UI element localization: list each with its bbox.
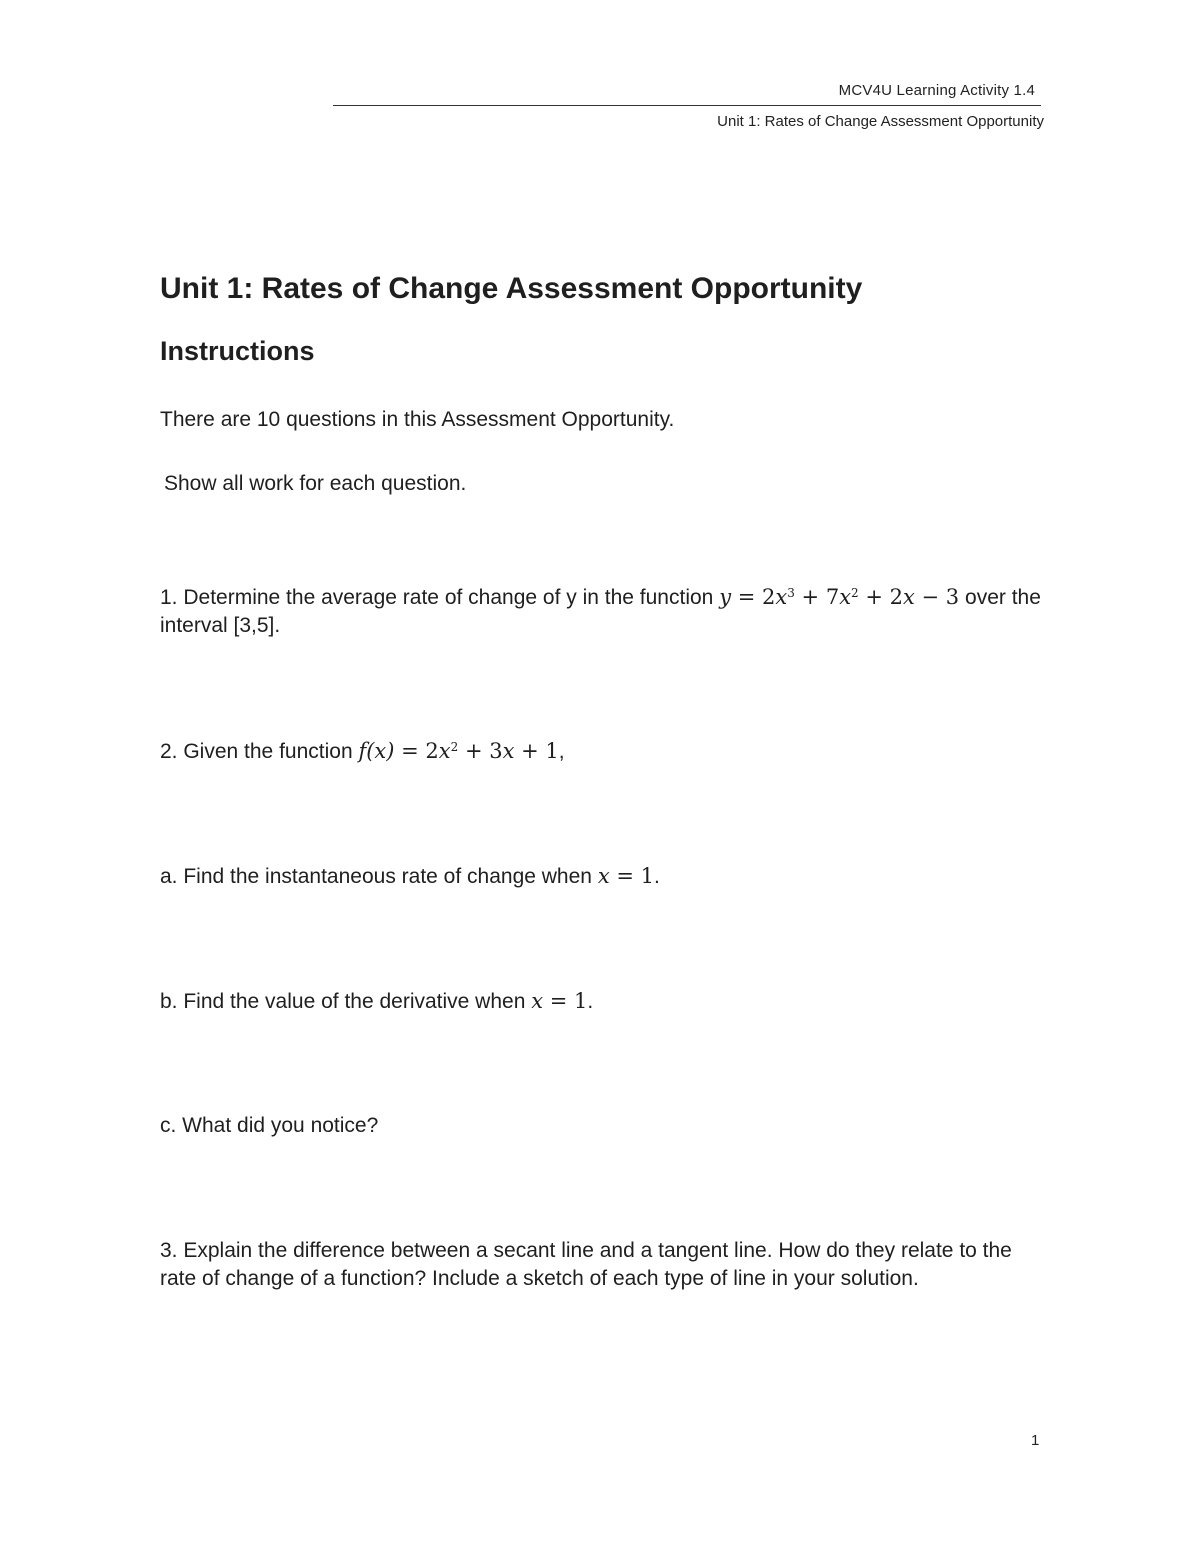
question-2a-text: a. Find the instantaneous rate of change when [160,865,592,888]
question-2b-punctuation: . [587,990,594,1013]
question-2-text: 2. Given the function [160,740,353,763]
question-2-equation: $f(x) = 2x^2 + 3x + 1$ [358,739,559,763]
instructions-line-2: Show all work for each question. [164,472,467,495]
question-2b-text: b. Find the value of the derivative when [160,990,526,1013]
header-unit-label: Unit 1: Rates of Change Assessment Opportunity [717,113,1044,130]
question-2 [160,737,565,766]
question-2c: c. What did you notice? [160,1114,379,1137]
question-1-equation: $y = 2x^3 + 7x^2 + 2x - 3$ [719,585,960,609]
instructions-line-1: There are 10 questions in this Assessment Opportunity. [160,408,675,431]
header-divider [333,105,1041,106]
page-number: 1 [1031,1432,1040,1449]
question-2b-equation: x = 1 [531,989,588,1013]
question-2b [160,987,593,1016]
question-1-text: 1. Determine the average rate of change of y in the function [160,586,714,609]
page-title: Unit 1: Rates of Change Assessment Opportunity [160,272,863,305]
question-3: 3. Explain the difference between a secant line and a tangent line. How do they relate to the rate of change of a function? Include a sketch of each type of line in your solution. [160,1239,1012,1290]
question-2a [160,862,660,891]
header-course-label: MCV4U Learning Activity 1.4 [838,82,1035,99]
question-2a-equation: x = 1 [597,864,654,888]
question-2-punctuation: , [558,740,565,763]
instructions-heading: Instructions [160,336,315,366]
question-1 [160,583,1050,640]
question-1-interval: over the interval [3,5]. [160,586,1041,637]
question-2a-punctuation: . [653,865,660,888]
